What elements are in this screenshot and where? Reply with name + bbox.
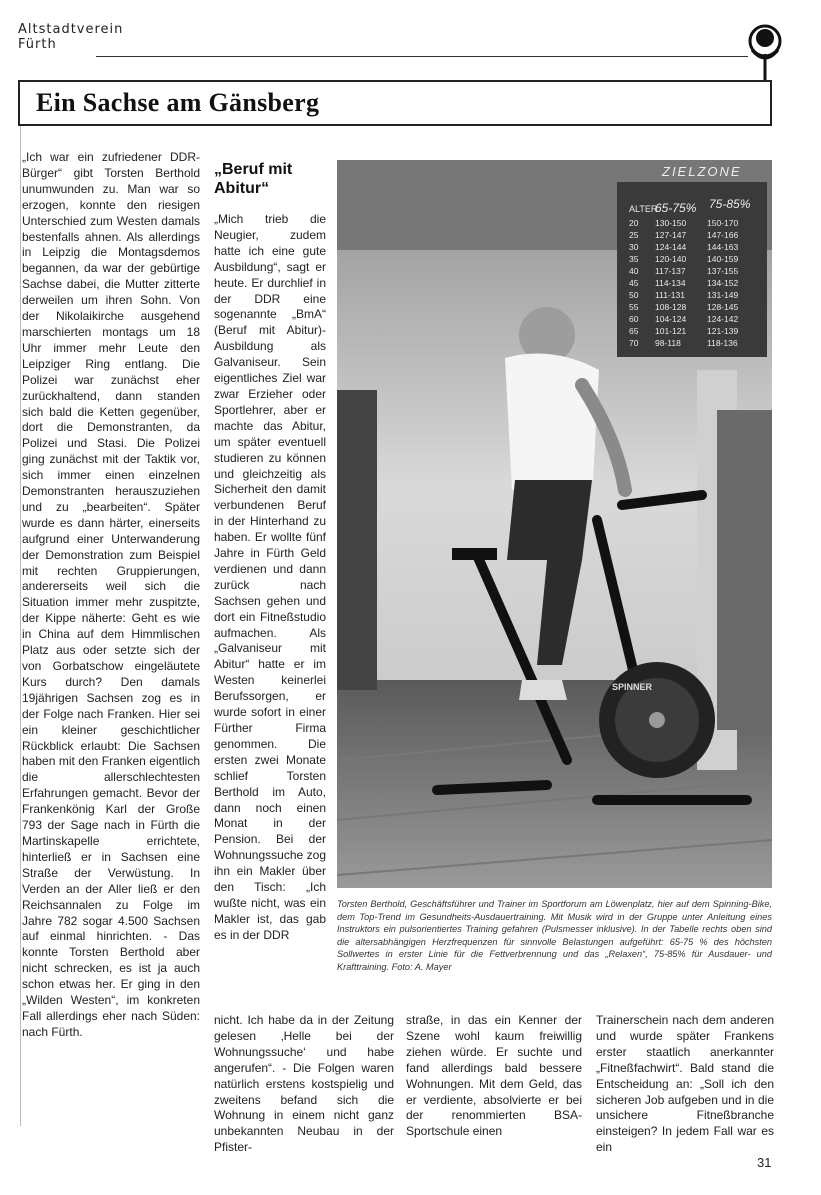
bike-brand-label: SPINNER — [612, 682, 653, 692]
table-age: 35 — [629, 254, 639, 264]
page-edge-line — [20, 126, 21, 1126]
table-zone-b: 131-149 — [707, 290, 739, 300]
alter-label: ALTER — [629, 204, 658, 214]
table-age: 50 — [629, 290, 639, 300]
table-age: 45 — [629, 278, 639, 288]
table-age: 55 — [629, 302, 639, 312]
article-column-2 — [214, 160, 326, 944]
article-column-3 — [406, 1013, 582, 1140]
column2-text: „Mich trieb die Neugier, zudem hatte ich eine gute Ausbildung“, sagt er heute. Er durchlief in der DDR eine sogenannte „BmA“ (Beruf mit Abitur)-Ausbildung als Galvaniseur. Sein eigentliches Ziel war zwar Erzieher oder Sportlehrer, aber er machte das Abitur, um später eventuell studieren zu können und gleichzeitig als Sicherheit den damit verbundenen Beruf in der Hinterhand zu haben. Er wollte fünf Jahre in Fürth Geld verdienen und dann zurück nach Sachsen gehen und dort ein Fitneßstudio aufmachen. Als „Galvaniseur mit Abitur“ hatte er im Westen keinerlei Berufssorgen, er wurde sofort in einer Fürther Firma genommen. Die ersten zwei Monate schlief Torsten Berthold im Auto, dann noch einen Monat in der Pension. Bei der Wohnungssuche zog ihn ein Makler über den Tisch: „Ich wußte nicht, was ein Makler ist, das gab es in der DDR — [214, 212, 326, 942]
altstadtverein-logo-icon — [740, 24, 790, 82]
table-zone-a: 124-144 — [655, 242, 687, 252]
table-age: 65 — [629, 326, 639, 336]
table-zone-b: 124-142 — [707, 314, 739, 324]
table-zone-a: 130-150 — [655, 218, 687, 228]
table-zone-b: 137-155 — [707, 266, 739, 276]
masthead — [18, 22, 748, 62]
photo-caption: Torsten Berthold, Geschäftsführer und Trainer im Sportforum am Löwenplatz, hier auf dem Spinning-Bike, dem Top-Trend im Gesundheits-Ausdauertraining. Mit Musik wird in der Gruppe unter Anleitung eines Instruktors ein pulsorientiertes Training gefahren (Pulsmesser inklusive). In der Tabelle rechts oben sind die altersabhängigen Herzfrequenzen für sinnvolle Belastungen aufgeführt: 65-75 % des höchsten Sollwertes in erster Linie für die Fettverbrennung und das „Relaxen“, 75-85% für Ausdauer- und Krafttraining. Foto: A. Mayer — [337, 899, 772, 972]
masthead-line2: Fürth — [18, 37, 57, 52]
photo — [337, 160, 772, 888]
table-zone-a: 108-128 — [655, 302, 687, 312]
table-zone-b: 118-136 — [707, 338, 738, 348]
table-zone-a: 127-147 — [655, 230, 687, 240]
table-zone-a: 98-118 — [655, 338, 681, 348]
subheading: „Beruf mit Abitur“ — [214, 161, 293, 197]
table-zone-b: 144-163 — [707, 242, 739, 252]
zielzone-label: ZIELZONE — [662, 164, 742, 179]
table-zone-a: 117-137 — [655, 266, 686, 276]
table-zone-b: 147-166 — [707, 230, 739, 240]
zone-b-label: 75-85% — [709, 197, 751, 211]
table-zone-a: 104-124 — [655, 314, 687, 324]
column3-text: straße, in das ein Kenner der Szene wohl kaum freiwillig ziehen würde. Er suchte und fand allerdings bald bessere Wohnungen. Mit dem Geld, das er verdiente, absolvierte er bei der renommierten BSA-Sportschule einen — [406, 1013, 582, 1139]
table-age: 20 — [629, 218, 639, 228]
column2-bottom-text: nicht. Ich habe da in der Zeitung gelesen ‚Helle bei der Wohnungssuche‘ und habe angerufen“. - Die Folgen waren natürlich erstens kostspielig und zweitens befand sich die Wohnung in einem nicht ganz unbekannten Neubau in der Pfister- — [214, 1013, 394, 1155]
table-zone-b: 134-152 — [707, 278, 739, 288]
headline: Ein Sachse am Gänsberg — [36, 88, 320, 117]
column4-text: Trainerschein nach dem anderen und wurde später Frankens erster staatlich anerkannter „Fitneßfachwirt“. Bald stand die Entscheidung an: „Soll ich den sicheren Job aufgeben und in die unsichere Fitneßbranche einsteigen? In jedem Fall war es ein — [596, 1013, 774, 1155]
table-age: 25 — [629, 230, 639, 240]
photo-scene — [337, 160, 772, 888]
article-column-2-continued — [214, 1013, 394, 1156]
table-age: 30 — [629, 242, 639, 252]
table-zone-a: 101-121 — [655, 326, 687, 336]
masthead-rule — [96, 56, 748, 57]
table-zone-a: 114-134 — [655, 278, 686, 288]
table-zone-b: 140-159 — [707, 254, 739, 264]
table-age: 40 — [629, 266, 639, 276]
article-column-4 — [596, 1013, 774, 1156]
masthead-line1: Altstadtverein — [18, 22, 124, 37]
table-zone-a: 120-140 — [655, 254, 687, 264]
table-zone-b: 150-170 — [707, 218, 739, 228]
table-age: 70 — [629, 338, 639, 348]
article-column-1 — [22, 150, 200, 1041]
headline-box — [18, 80, 772, 126]
column1-text: „Ich war ein zufriedener DDR-Bürger“ gibt Torsten Berthold unumwunden zu. Man war so erzogen, konnte den riesigen Unterschied zum Westen damals bestenfalls ahnen. Als allerdings in Leipzig die Montagsdemos begannen, da war der gebürtige Sachse dabei, die Mutter zitterte derweilen um ihren Sohn. Von der Nikolaikirche ausgehend marschierten montags um 18 Uhr immer mehr Leute den Leipziger Ring entlang. Die Polizei war zunächst eher zurückhaltend, dann standen sich bald die Ketten gegenüber, dort die Demonstranten, da Polizei und Stasi. Die Polizei ging zunächst mit der Taktik vor, sich immer einen einzelnen Demonstranten herauszuziehen und zu „bearbeiten“. Später wurde es dann härter, einerseits aufgrund einer Unterwanderung der Demonstration zum Beispiel mit rechten Gruppierungen, andererseits weil sich die Situation immer mehr zuspitzte, der Kippe näherte: Geht es wie in China auf dem Himmlischen Platz aus oder setzte sich der von Gorbatschow eingeläutete Kurs durch? Den damals 19jährigen Sachsen zog es in der Folge nach Franken. Hier sei ein kleiner geschichtlicher Rückblick erlaubt: Die Sachsen haben mit den Franken eigentlich die allerschlechtesten Erfahrungen gemacht. Bevor der Frankenkönig Karl der Große 793 der Sage nach in Fürth die Martinskapelle errichtete, hinterließ er in Sachsen eine Straße der Verwüstung. In Verden an der Aller ließ er den Reichsannalen zu Folge im Jahre 782 sogar 4.500 Sachsen auf einmal hinrichten. - Das konnte Torsten Berthold aber nicht schrecken, es ist ja auch schon etwas her. Er ging in den „Wilden Westen“, im konkreten Fall allerdings eher nach Süden: nach Fürth. — [22, 150, 200, 1039]
table-zone-b: 128-145 — [707, 302, 739, 312]
table-zone-b: 121-139 — [707, 326, 739, 336]
table-zone-a: 111-131 — [655, 290, 685, 300]
zone-a-label: 65-75% — [655, 201, 697, 215]
table-age: 60 — [629, 314, 639, 324]
page-number: 31 — [757, 1155, 772, 1170]
